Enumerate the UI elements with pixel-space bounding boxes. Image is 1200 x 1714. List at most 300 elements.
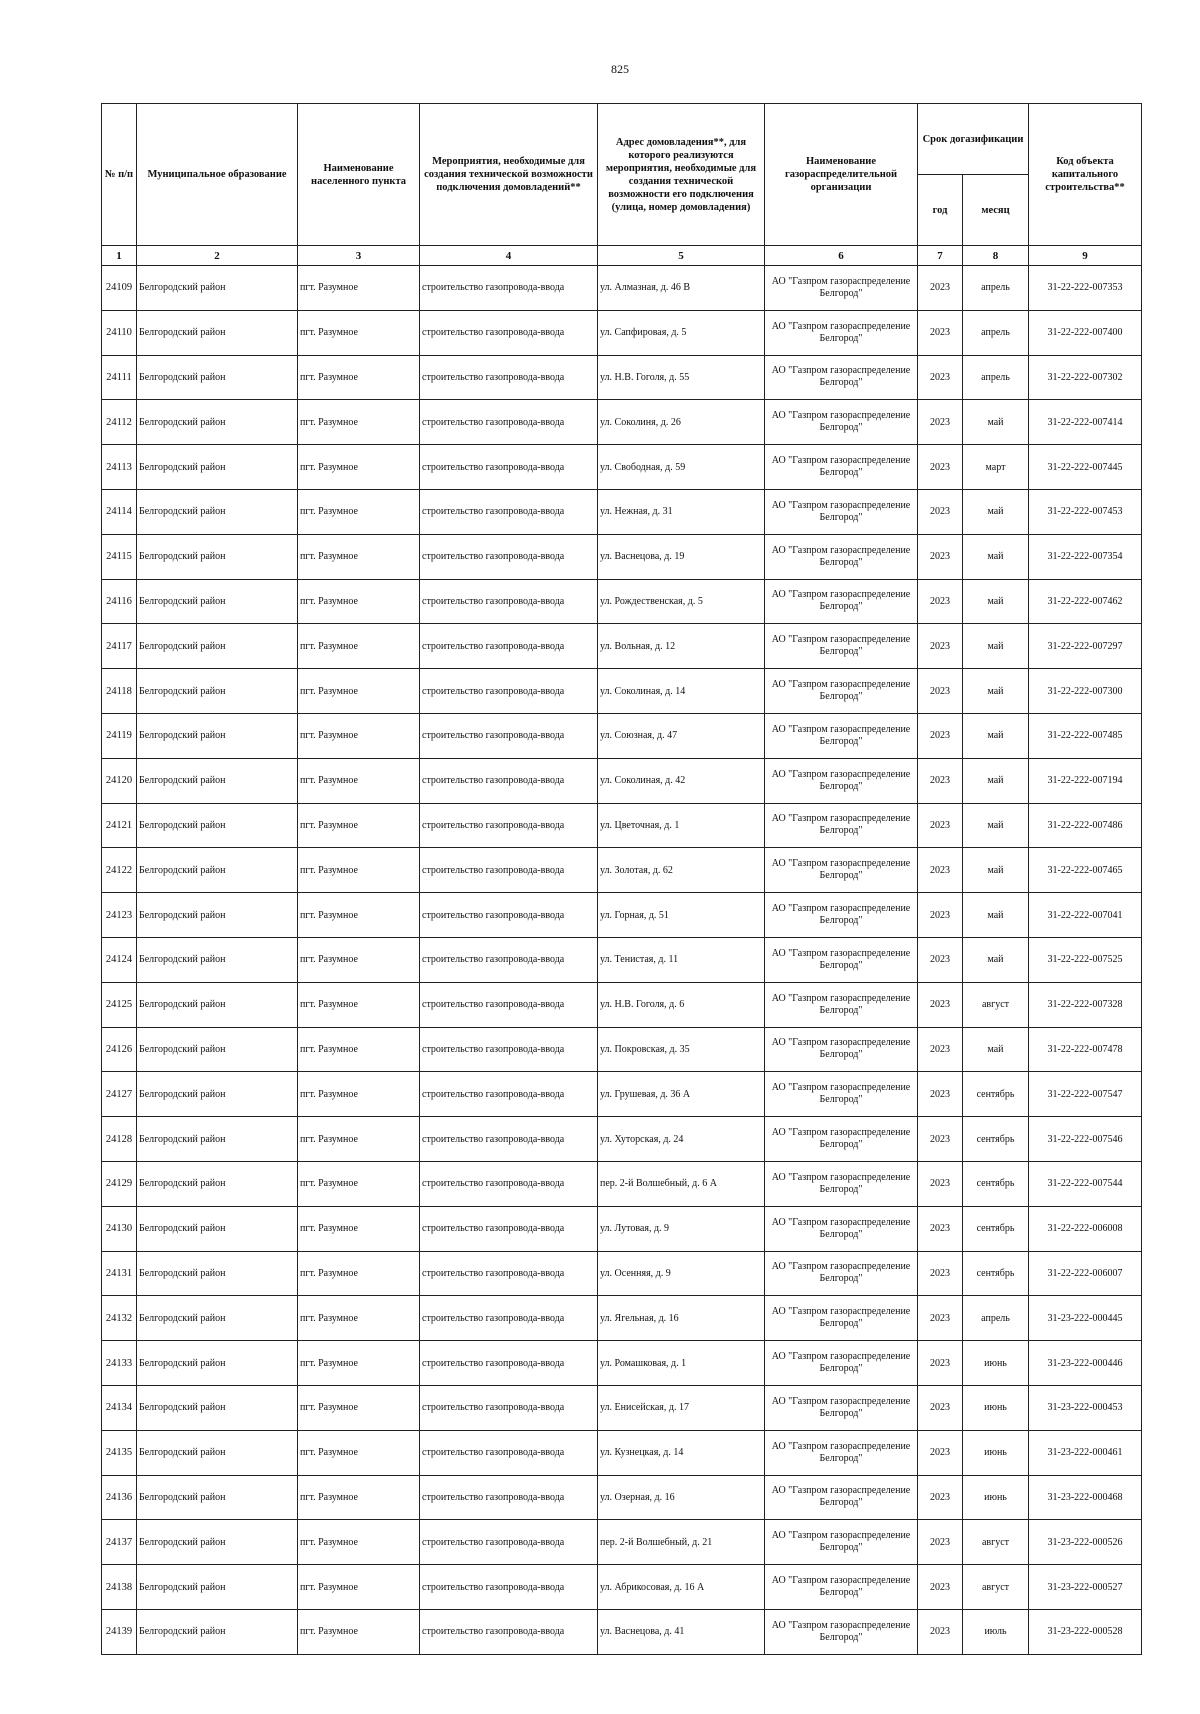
table-row: [102, 848, 1142, 893]
settlement-cell: пгт. Разумное: [298, 400, 420, 445]
organization-cell: АО "Газпром газораспределение Белгород": [765, 1027, 918, 1072]
address-cell: ул. Васнецова, д. 41: [598, 1609, 765, 1654]
header-municipality: Муниципальное образование: [137, 104, 298, 246]
measure-cell: строительство газопровода-ввода: [420, 1475, 598, 1520]
year-cell: 2023: [918, 937, 963, 982]
measure-cell: строительство газопровода-ввода: [420, 1565, 598, 1610]
address-cell: ул. Золотая, д. 62: [598, 848, 765, 893]
municipality-cell: Белгородский район: [137, 1609, 298, 1654]
month-cell: май: [963, 669, 1029, 714]
address-cell: ул. Н.В. Гоголя, д. 6: [598, 982, 765, 1027]
year-cell: 2023: [918, 758, 963, 803]
row-number: 24118: [102, 669, 137, 714]
row-number: 24127: [102, 1072, 137, 1117]
object-code-cell: 31-22-222-007353: [1029, 266, 1142, 311]
municipality-cell: Белгородский район: [137, 758, 298, 803]
table-row: [102, 1072, 1142, 1117]
year-cell: 2023: [918, 982, 963, 1027]
organization-cell: АО "Газпром газораспределение Белгород": [765, 893, 918, 938]
organization-cell: АО "Газпром газораспределение Белгород": [765, 713, 918, 758]
organization-cell: АО "Газпром газораспределение Белгород": [765, 1385, 918, 1430]
month-cell: май: [963, 758, 1029, 803]
object-code-cell: 31-22-222-007328: [1029, 982, 1142, 1027]
measure-cell: строительство газопровода-ввода: [420, 937, 598, 982]
month-cell: май: [963, 534, 1029, 579]
column-number: 4: [420, 246, 598, 266]
table-row: [102, 1027, 1142, 1072]
column-number: 6: [765, 246, 918, 266]
object-code-cell: 31-23-222-000468: [1029, 1475, 1142, 1520]
table-row: [102, 1520, 1142, 1565]
organization-cell: АО "Газпром газораспределение Белгород": [765, 1296, 918, 1341]
table-row: [102, 1385, 1142, 1430]
settlement-cell: пгт. Разумное: [298, 1161, 420, 1206]
organization-cell: АО "Газпром газораспределение Белгород": [765, 758, 918, 803]
address-cell: ул. Абрикосовая, д. 16 А: [598, 1565, 765, 1610]
table-row: [102, 758, 1142, 803]
municipality-cell: Белгородский район: [137, 355, 298, 400]
year-cell: 2023: [918, 1027, 963, 1072]
year-cell: 2023: [918, 489, 963, 534]
address-cell: пер. 2-й Волшебный, д. 6 А: [598, 1161, 765, 1206]
object-code-cell: 31-22-222-007354: [1029, 534, 1142, 579]
organization-cell: АО "Газпром газораспределение Белгород": [765, 1430, 918, 1475]
organization-cell: АО "Газпром газораспределение Белгород": [765, 1609, 918, 1654]
year-cell: 2023: [918, 1385, 963, 1430]
table-row: [102, 803, 1142, 848]
table-row: [102, 1251, 1142, 1296]
municipality-cell: Белгородский район: [137, 1117, 298, 1162]
row-number: 24111: [102, 355, 137, 400]
address-cell: ул. Соколиная, д. 14: [598, 669, 765, 714]
settlement-cell: пгт. Разумное: [298, 266, 420, 311]
measure-cell: строительство газопровода-ввода: [420, 893, 598, 938]
measure-cell: строительство газопровода-ввода: [420, 1430, 598, 1475]
row-number: 24114: [102, 489, 137, 534]
object-code-cell: 31-22-222-007465: [1029, 848, 1142, 893]
table-row: [102, 445, 1142, 490]
address-cell: ул. Горная, д. 51: [598, 893, 765, 938]
address-cell: ул. Хуторская, д. 24: [598, 1117, 765, 1162]
object-code-cell: 31-22-222-007547: [1029, 1072, 1142, 1117]
organization-cell: АО "Газпром газораспределение Белгород": [765, 1206, 918, 1251]
table-row: [102, 534, 1142, 579]
month-cell: май: [963, 579, 1029, 624]
municipality-cell: Белгородский район: [137, 310, 298, 355]
month-cell: апрель: [963, 1296, 1029, 1341]
municipality-cell: Белгородский район: [137, 1385, 298, 1430]
organization-cell: АО "Газпром газораспределение Белгород": [765, 400, 918, 445]
object-code-cell: 31-22-222-007041: [1029, 893, 1142, 938]
header-month: месяц: [963, 175, 1029, 246]
municipality-cell: Белгородский район: [137, 579, 298, 624]
row-number: 24121: [102, 803, 137, 848]
municipality-cell: Белгородский район: [137, 982, 298, 1027]
settlement-cell: пгт. Разумное: [298, 848, 420, 893]
municipality-cell: Белгородский район: [137, 1430, 298, 1475]
address-cell: ул. Н.В. Гоголя, д. 55: [598, 355, 765, 400]
measure-cell: строительство газопровода-ввода: [420, 445, 598, 490]
row-number: 24132: [102, 1296, 137, 1341]
table-row: [102, 310, 1142, 355]
table-row: [102, 489, 1142, 534]
table-body: [102, 266, 1142, 1655]
year-cell: 2023: [918, 579, 963, 624]
table-row: [102, 893, 1142, 938]
settlement-cell: пгт. Разумное: [298, 937, 420, 982]
address-cell: ул. Грушевая, д. 36 А: [598, 1072, 765, 1117]
header-num: № п/п: [102, 104, 137, 246]
year-cell: 2023: [918, 1296, 963, 1341]
table-row: [102, 1475, 1142, 1520]
measure-cell: строительство газопровода-ввода: [420, 534, 598, 579]
organization-cell: АО "Газпром газораспределение Белгород": [765, 1161, 918, 1206]
month-cell: май: [963, 624, 1029, 669]
month-cell: сентябрь: [963, 1251, 1029, 1296]
measure-cell: строительство газопровода-ввода: [420, 1520, 598, 1565]
settlement-cell: пгт. Разумное: [298, 579, 420, 624]
measure-cell: строительство газопровода-ввода: [420, 355, 598, 400]
object-code-cell: 31-22-222-007462: [1029, 579, 1142, 624]
measure-cell: строительство газопровода-ввода: [420, 713, 598, 758]
table-row: [102, 1609, 1142, 1654]
address-cell: ул. Соколиная, д. 42: [598, 758, 765, 803]
object-code-cell: 31-22-222-007297: [1029, 624, 1142, 669]
row-number: 24110: [102, 310, 137, 355]
row-number: 24109: [102, 266, 137, 311]
settlement-cell: пгт. Разумное: [298, 1251, 420, 1296]
settlement-cell: пгт. Разумное: [298, 1520, 420, 1565]
year-cell: 2023: [918, 534, 963, 579]
measure-cell: строительство газопровода-ввода: [420, 1296, 598, 1341]
year-cell: 2023: [918, 1341, 963, 1386]
row-number: 24134: [102, 1385, 137, 1430]
table-row: [102, 1296, 1142, 1341]
settlement-cell: пгт. Разумное: [298, 1206, 420, 1251]
year-cell: 2023: [918, 1565, 963, 1610]
table-row: [102, 1565, 1142, 1610]
object-code-cell: 31-23-222-000445: [1029, 1296, 1142, 1341]
municipality-cell: Белгородский район: [137, 266, 298, 311]
measure-cell: строительство газопровода-ввода: [420, 758, 598, 803]
organization-cell: АО "Газпром газораспределение Белгород": [765, 803, 918, 848]
year-cell: 2023: [918, 266, 963, 311]
organization-cell: АО "Газпром газораспределение Белгород": [765, 1072, 918, 1117]
year-cell: 2023: [918, 1251, 963, 1296]
measure-cell: строительство газопровода-ввода: [420, 1341, 598, 1386]
header-code: Код объекта капитального строительства**: [1029, 104, 1142, 246]
organization-cell: АО "Газпром газораспределение Белгород": [765, 310, 918, 355]
measure-cell: строительство газопровода-ввода: [420, 266, 598, 311]
organization-cell: АО "Газпром газораспределение Белгород": [765, 534, 918, 579]
address-cell: ул. Кузнецкая, д. 14: [598, 1430, 765, 1475]
settlement-cell: пгт. Разумное: [298, 1385, 420, 1430]
object-code-cell: 31-22-222-006008: [1029, 1206, 1142, 1251]
year-cell: 2023: [918, 400, 963, 445]
address-cell: ул. Озерная, д. 16: [598, 1475, 765, 1520]
month-cell: август: [963, 1565, 1029, 1610]
object-code-cell: 31-23-222-000453: [1029, 1385, 1142, 1430]
month-cell: май: [963, 1027, 1029, 1072]
municipality-cell: Белгородский район: [137, 534, 298, 579]
measure-cell: строительство газопровода-ввода: [420, 848, 598, 893]
settlement-cell: пгт. Разумное: [298, 893, 420, 938]
row-number: 24128: [102, 1117, 137, 1162]
municipality-cell: Белгородский район: [137, 1027, 298, 1072]
address-cell: ул. Соколиня, д. 26: [598, 400, 765, 445]
measure-cell: строительство газопровода-ввода: [420, 489, 598, 534]
address-cell: ул. Покровская, д. 35: [598, 1027, 765, 1072]
table-row: [102, 266, 1142, 311]
settlement-cell: пгт. Разумное: [298, 1072, 420, 1117]
month-cell: сентябрь: [963, 1117, 1029, 1162]
row-number: 24126: [102, 1027, 137, 1072]
year-cell: 2023: [918, 1475, 963, 1520]
municipality-cell: Белгородский район: [137, 1341, 298, 1386]
municipality-cell: Белгородский район: [137, 1161, 298, 1206]
month-cell: июнь: [963, 1475, 1029, 1520]
object-code-cell: 31-22-222-007544: [1029, 1161, 1142, 1206]
settlement-cell: пгт. Разумное: [298, 1341, 420, 1386]
settlement-cell: пгт. Разумное: [298, 758, 420, 803]
table-row: [102, 1341, 1142, 1386]
object-code-cell: 31-22-222-007300: [1029, 669, 1142, 714]
month-cell: май: [963, 893, 1029, 938]
year-cell: 2023: [918, 1609, 963, 1654]
year-cell: 2023: [918, 669, 963, 714]
address-cell: пер. 2-й Волшебный, д. 21: [598, 1520, 765, 1565]
row-number: 24139: [102, 1609, 137, 1654]
row-number: 24120: [102, 758, 137, 803]
column-number: 7: [918, 246, 963, 266]
column-number: 9: [1029, 246, 1142, 266]
row-number: 24123: [102, 893, 137, 938]
row-number: 24136: [102, 1475, 137, 1520]
municipality-cell: Белгородский район: [137, 489, 298, 534]
settlement-cell: пгт. Разумное: [298, 1296, 420, 1341]
table-row: [102, 1430, 1142, 1475]
address-cell: ул. Ромашковая, д. 1: [598, 1341, 765, 1386]
table-row: [102, 1206, 1142, 1251]
measure-cell: строительство газопровода-ввода: [420, 1385, 598, 1430]
municipality-cell: Белгородский район: [137, 1565, 298, 1610]
month-cell: сентябрь: [963, 1072, 1029, 1117]
organization-cell: АО "Газпром газораспределение Белгород": [765, 579, 918, 624]
month-cell: май: [963, 848, 1029, 893]
address-cell: ул. Осенняя, д. 9: [598, 1251, 765, 1296]
month-cell: май: [963, 937, 1029, 982]
row-number: 24112: [102, 400, 137, 445]
year-cell: 2023: [918, 803, 963, 848]
object-code-cell: 31-22-222-007546: [1029, 1117, 1142, 1162]
row-number: 24137: [102, 1520, 137, 1565]
organization-cell: АО "Газпром газораспределение Белгород": [765, 445, 918, 490]
month-cell: май: [963, 803, 1029, 848]
settlement-cell: пгт. Разумное: [298, 982, 420, 1027]
table-row: [102, 669, 1142, 714]
measure-cell: строительство газопровода-ввода: [420, 1206, 598, 1251]
settlement-cell: пгт. Разумное: [298, 310, 420, 355]
settlement-cell: пгт. Разумное: [298, 1475, 420, 1520]
municipality-cell: Белгородский район: [137, 669, 298, 714]
organization-cell: АО "Газпром газораспределение Белгород": [765, 848, 918, 893]
measure-cell: строительство газопровода-ввода: [420, 1117, 598, 1162]
measure-cell: строительство газопровода-ввода: [420, 1027, 598, 1072]
month-cell: август: [963, 982, 1029, 1027]
row-number: 24122: [102, 848, 137, 893]
year-cell: 2023: [918, 848, 963, 893]
organization-cell: АО "Газпром газораспределение Белгород": [765, 1565, 918, 1610]
measure-cell: строительство газопровода-ввода: [420, 579, 598, 624]
year-cell: 2023: [918, 1520, 963, 1565]
organization-cell: АО "Газпром газораспределение Белгород": [765, 266, 918, 311]
object-code-cell: 31-23-222-000461: [1029, 1430, 1142, 1475]
address-cell: ул. Вольная, д. 12: [598, 624, 765, 669]
month-cell: апрель: [963, 266, 1029, 311]
organization-cell: АО "Газпром газораспределение Белгород": [765, 489, 918, 534]
month-cell: март: [963, 445, 1029, 490]
row-number: 24116: [102, 579, 137, 624]
settlement-cell: пгт. Разумное: [298, 624, 420, 669]
gasification-table: [101, 103, 1142, 1655]
table-row: [102, 400, 1142, 445]
row-number: 24131: [102, 1251, 137, 1296]
table-header: [102, 104, 1142, 266]
object-code-cell: 31-23-222-000527: [1029, 1565, 1142, 1610]
month-cell: июнь: [963, 1385, 1029, 1430]
object-code-cell: 31-22-222-007478: [1029, 1027, 1142, 1072]
measure-cell: строительство газопровода-ввода: [420, 1161, 598, 1206]
address-cell: ул. Тенистая, д. 11: [598, 937, 765, 982]
municipality-cell: Белгородский район: [137, 937, 298, 982]
column-number: 1: [102, 246, 137, 266]
object-code-cell: 31-22-222-007486: [1029, 803, 1142, 848]
header-year: год: [918, 175, 963, 246]
address-cell: ул. Свободная, д. 59: [598, 445, 765, 490]
object-code-cell: 31-22-222-007414: [1029, 400, 1142, 445]
address-cell: ул. Алмазная, д. 46 В: [598, 266, 765, 311]
municipality-cell: Белгородский район: [137, 803, 298, 848]
address-cell: ул. Нежная, д. 31: [598, 489, 765, 534]
address-cell: ул. Цветочная, д. 1: [598, 803, 765, 848]
organization-cell: АО "Газпром газораспределение Белгород": [765, 1475, 918, 1520]
column-numbers-row: [102, 246, 1142, 266]
year-cell: 2023: [918, 893, 963, 938]
row-number: 24133: [102, 1341, 137, 1386]
year-cell: 2023: [918, 713, 963, 758]
row-number: 24124: [102, 937, 137, 982]
measure-cell: строительство газопровода-ввода: [420, 1609, 598, 1654]
measure-cell: строительство газопровода-ввода: [420, 624, 598, 669]
table-row: [102, 1117, 1142, 1162]
settlement-cell: пгт. Разумное: [298, 1565, 420, 1610]
organization-cell: АО "Газпром газораспределение Белгород": [765, 355, 918, 400]
month-cell: июнь: [963, 1341, 1029, 1386]
settlement-cell: пгт. Разумное: [298, 1117, 420, 1162]
row-number: 24115: [102, 534, 137, 579]
object-code-cell: 31-22-222-007453: [1029, 489, 1142, 534]
month-cell: май: [963, 713, 1029, 758]
organization-cell: АО "Газпром газораспределение Белгород": [765, 624, 918, 669]
row-number: 24117: [102, 624, 137, 669]
object-code-cell: 31-22-222-007445: [1029, 445, 1142, 490]
table-row: [102, 355, 1142, 400]
month-cell: сентябрь: [963, 1206, 1029, 1251]
organization-cell: АО "Газпром газораспределение Белгород": [765, 1520, 918, 1565]
year-cell: 2023: [918, 445, 963, 490]
municipality-cell: Белгородский район: [137, 1520, 298, 1565]
column-number: 5: [598, 246, 765, 266]
table-row: [102, 579, 1142, 624]
settlement-cell: пгт. Разумное: [298, 1609, 420, 1654]
object-code-cell: 31-22-222-006007: [1029, 1251, 1142, 1296]
settlement-cell: пгт. Разумное: [298, 803, 420, 848]
municipality-cell: Белгородский район: [137, 1296, 298, 1341]
municipality-cell: Белгородский район: [137, 624, 298, 669]
row-number: 24129: [102, 1161, 137, 1206]
object-code-cell: 31-22-222-007485: [1029, 713, 1142, 758]
header-settlement: Наименование населенного пункта: [298, 104, 420, 246]
year-cell: 2023: [918, 1072, 963, 1117]
year-cell: 2023: [918, 1161, 963, 1206]
organization-cell: АО "Газпром газораспределение Белгород": [765, 1251, 918, 1296]
object-code-cell: 31-23-222-000526: [1029, 1520, 1142, 1565]
column-number: 8: [963, 246, 1029, 266]
address-cell: ул. Лутовая, д. 9: [598, 1206, 765, 1251]
table-row: [102, 982, 1142, 1027]
month-cell: август: [963, 1520, 1029, 1565]
object-code-cell: 31-23-222-000528: [1029, 1609, 1142, 1654]
column-number: 3: [298, 246, 420, 266]
settlement-cell: пгт. Разумное: [298, 489, 420, 534]
object-code-cell: 31-22-222-007302: [1029, 355, 1142, 400]
year-cell: 2023: [918, 624, 963, 669]
measure-cell: строительство газопровода-ввода: [420, 982, 598, 1027]
measure-cell: строительство газопровода-ввода: [420, 803, 598, 848]
settlement-cell: пгт. Разумное: [298, 445, 420, 490]
year-cell: 2023: [918, 1206, 963, 1251]
measure-cell: строительство газопровода-ввода: [420, 1251, 598, 1296]
organization-cell: АО "Газпром газораспределение Белгород": [765, 1117, 918, 1162]
table-row: [102, 937, 1142, 982]
column-number: 2: [137, 246, 298, 266]
municipality-cell: Белгородский район: [137, 1072, 298, 1117]
table-row: [102, 1161, 1142, 1206]
settlement-cell: пгт. Разумное: [298, 1430, 420, 1475]
month-cell: апрель: [963, 355, 1029, 400]
address-cell: ул. Союзная, д. 47: [598, 713, 765, 758]
year-cell: 2023: [918, 1117, 963, 1162]
address-cell: ул. Сапфировая, д. 5: [598, 310, 765, 355]
settlement-cell: пгт. Разумное: [298, 1027, 420, 1072]
object-code-cell: 31-22-222-007525: [1029, 937, 1142, 982]
row-number: 24119: [102, 713, 137, 758]
header-measures: Мероприятия, необходимые для создания технической возможности подключения домовладений**: [420, 104, 598, 246]
settlement-cell: пгт. Разумное: [298, 534, 420, 579]
measure-cell: строительство газопровода-ввода: [420, 400, 598, 445]
month-cell: июль: [963, 1609, 1029, 1654]
measure-cell: строительство газопровода-ввода: [420, 1072, 598, 1117]
row-number: 24138: [102, 1565, 137, 1610]
address-cell: ул. Рождественская, д. 5: [598, 579, 765, 624]
address-cell: ул. Енисейская, д. 17: [598, 1385, 765, 1430]
organization-cell: АО "Газпром газораспределение Белгород": [765, 1341, 918, 1386]
object-code-cell: 31-22-222-007194: [1029, 758, 1142, 803]
header-deadline: Срок догазификации: [918, 104, 1029, 175]
settlement-cell: пгт. Разумное: [298, 355, 420, 400]
municipality-cell: Белгородский район: [137, 848, 298, 893]
municipality-cell: Белгородский район: [137, 400, 298, 445]
